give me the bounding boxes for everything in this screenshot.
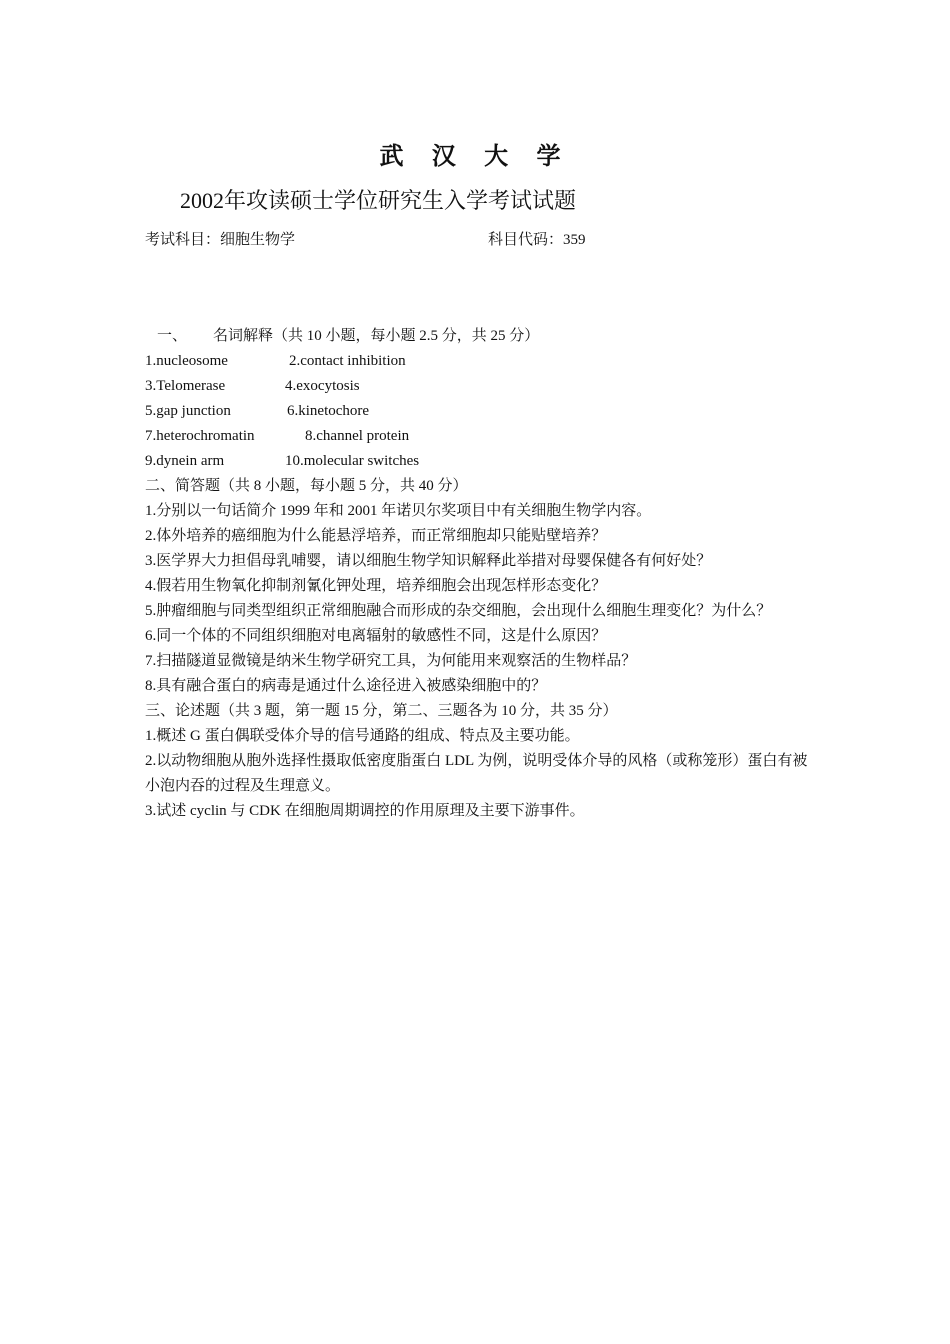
question-item: 4.假若用生物氧化抑制剂氰化钾处理，培养细胞会出现怎样形态变化？ [145,578,607,594]
term-item: 7.heterochromatin [145,428,255,444]
question-item: 1.分别以一句话简介 1999 年和 2001 年诺贝尔奖项目中有关细胞生物学内容。 [145,503,652,519]
term-row [145,399,815,424]
essay-item: 1.概述 G 蛋白偶联受体介导的信号通路的组成、特点及主要功能。 [145,728,580,744]
question-item: 3.医学界大力担倡母乳哺婴，请以细胞生物学知识解释此举措对母婴保健各有何好处？ [145,553,712,569]
term-item: 3.Telomerase [145,378,226,394]
question-item: 5.肿瘤细胞与同类型组织正常细胞融合而形成的杂交细胞，会出现什么细胞生理变化？为什么？ [145,603,772,619]
term-row [145,374,815,399]
section1-title: 名词解释（共 10 小题，每小题 2.5 分，共 25 分） [213,328,540,344]
question-item: 8.具有融合蛋白的病毒是通过什么途径进入被感染细胞中的？ [145,678,547,694]
term-item: 1.nucleosome [145,353,228,369]
term-item: 6.kinetochore [287,403,370,419]
exam-title: 2002年攻读硕士学位研究生入学考试试题 [180,188,577,213]
essay-item: 3.试述 cyclin 与 CDK 在细胞周期调控的作用原理及主要下游事件。 [145,803,585,819]
section3-title: 三、论述题（共 3 题，第一题 15 分，第二、三题各为 10 分，共 35 分） [145,703,618,719]
term-row [145,349,815,374]
subject-code: 科目代码：359 [488,232,586,248]
section2-title: 二、简答题（共 8 小题，每小题 5 分，共 40 分） [145,478,468,494]
term-item: 4.exocytosis [285,378,360,394]
term-item: 9.dynein arm [145,453,225,469]
section1-heading [145,324,815,349]
exam-content [145,324,815,824]
section1-number: 一、 [157,328,188,344]
term-item: 5.gap junction [145,403,231,419]
term-item: 8.channel protein [305,428,410,444]
university-name: 武 汉 大 学 [379,142,571,170]
term-row [145,424,815,449]
question-item: 6.同一个体的不同组织细胞对电离辐射的敏感性不同，这是什么原因？ [145,628,607,644]
question-item: 7.扫描隧道显微镜是纳米生物学研究工具，为何能用来观察活的生物样品？ [145,653,637,669]
term-item: 2.contact inhibition [289,353,406,369]
term-item: 10.molecular switches [285,453,420,469]
question-item: 2.体外培养的癌细胞为什么能悬浮培养，而正常细胞却只能贴壁培养？ [145,528,607,544]
exam-subject: 考试科目：细胞生物学 [145,232,296,248]
term-row [145,449,815,474]
essay-item: 2.以动物细胞从胞外选择性摄取低密度脂蛋白 LDL 为例，说明受体介导的风格（或称笼形）蛋白有被小泡内吞的过程及生理意义。 [145,753,808,794]
